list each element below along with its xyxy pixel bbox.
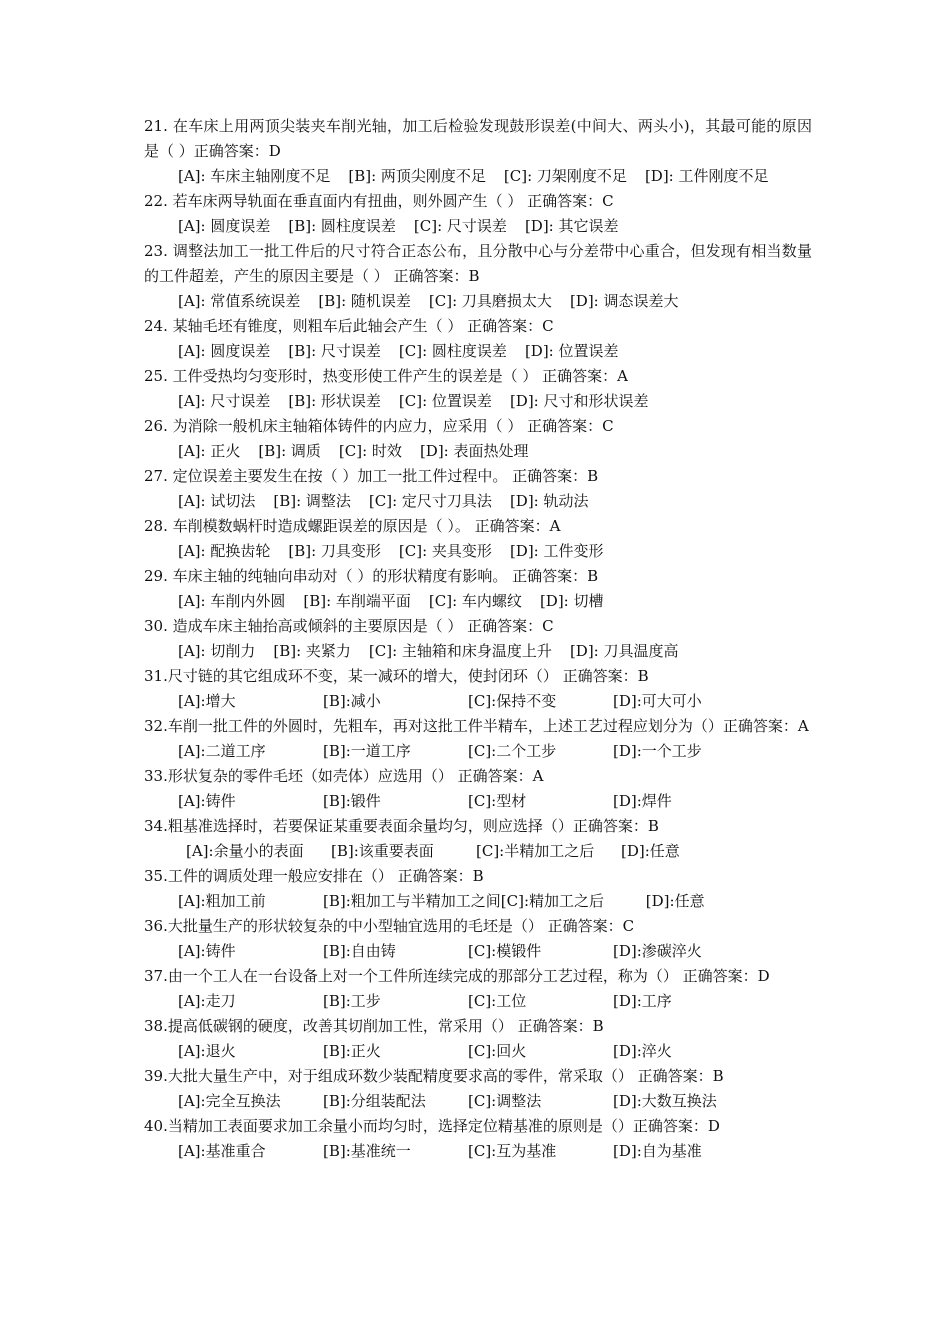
option-row (178, 214, 812, 239)
question-item (144, 114, 812, 189)
option-c: [C]: 车内螺纹 (428, 592, 522, 610)
option-c: [C]:模锻件 (468, 942, 542, 960)
option-d: [D]:可大可小 (613, 692, 702, 710)
option-row (178, 889, 812, 914)
question-number: 24. (144, 317, 173, 335)
option-a: [A]:基准重合 (178, 1142, 266, 1160)
option-b: [B]:该重要表面 (331, 842, 434, 860)
option-a: [A]: 尺寸误差 (178, 392, 271, 410)
option-b: [B]:减小 (323, 692, 381, 710)
option-row (178, 1139, 812, 1164)
option-b: [B]: 夹紧力 (273, 642, 351, 660)
question-item (144, 914, 812, 964)
option-b: [B]:锻件 (323, 792, 381, 810)
option-a: [A]:退火 (178, 1042, 236, 1060)
question-text (144, 1114, 812, 1139)
question-text (144, 239, 812, 289)
option-row (178, 939, 812, 964)
option-row (178, 789, 812, 814)
question-stem: 若车床两导轨面在垂直面内有扭曲，则外圆产生（ ） 正确答案：C (172, 192, 614, 210)
option-c: [C]: 尺寸误差 (413, 217, 507, 235)
question-number: 32. (144, 717, 168, 735)
option-row (178, 989, 812, 1014)
question-stem: 粗基准选择时，若要保证某重要表面余量均匀，则应选择（）正确答案：B (167, 817, 659, 835)
question-stem: 大批量生产的形状较复杂的中小型轴宜选用的毛坯是（） 正确答案：C (167, 917, 635, 935)
question-list (144, 114, 812, 1164)
option-a: [A]: 切削力 (178, 642, 256, 660)
question-number: 29. (144, 567, 173, 585)
option-c: [C]: 位置误差 (398, 392, 492, 410)
option-a: [A]:增大 (178, 692, 236, 710)
question-number: 38. (144, 1017, 168, 1035)
question-text (144, 714, 812, 739)
question-text (144, 114, 812, 164)
question-item (144, 864, 812, 914)
option-d: [D]: 其它误差 (524, 217, 619, 235)
option-row (178, 739, 812, 764)
question-text (144, 314, 812, 339)
option-a: [A]:二道工序 (178, 742, 266, 760)
question-text (144, 864, 812, 889)
question-item (144, 364, 812, 414)
option-a: [A]: 圆度误差 (178, 342, 271, 360)
question-text (144, 614, 812, 639)
question-number: 35. (144, 867, 168, 885)
option-row (178, 1089, 812, 1114)
option-row (178, 439, 812, 464)
question-stem: 车削一批工件的外圆时，先粗车，再对这批工件半精车，上述工艺过程应划分为（）正确答案：A (167, 717, 809, 735)
option-d: [D]: 尺寸和形状误差 (509, 392, 649, 410)
question-stem: 由一个工人在一台设备上对一个工件所连续完成的那部分工艺过程，称为（） 正确答案：D (167, 967, 770, 985)
question-item (144, 314, 812, 364)
question-text (144, 514, 812, 539)
option-a: [A]:余量小的表面 (186, 842, 304, 860)
question-item (144, 964, 812, 1014)
option-c: [C]:精加工之后 (500, 892, 605, 910)
question-item (144, 764, 812, 814)
option-c: [C]: 时效 (338, 442, 402, 460)
question-item (144, 1114, 812, 1164)
option-a: [A]: 试切法 (178, 492, 256, 510)
option-d: [D]: 切槽 (539, 592, 604, 610)
option-a: [A]: 圆度误差 (178, 217, 271, 235)
option-b: [B]:粗加工与半精加工之间 (323, 892, 501, 910)
option-b: [B]: 车削端平面 (303, 592, 411, 610)
option-c: [C]: 圆柱度误差 (398, 342, 507, 360)
question-item (144, 614, 812, 664)
option-row (178, 489, 812, 514)
option-b: [B]: 圆柱度误差 (288, 217, 396, 235)
question-stem: 形状复杂的零件毛坯（如壳体）应选用（） 正确答案：A (167, 767, 544, 785)
question-number: 40. (144, 1117, 168, 1135)
option-d: [D]:自为基准 (613, 1142, 702, 1160)
question-text (144, 1064, 812, 1089)
question-text (144, 814, 812, 839)
option-c: [C]: 夹具变形 (398, 542, 492, 560)
option-b: [B]:一道工序 (323, 742, 411, 760)
option-d: [D]:大数互换法 (613, 1092, 717, 1110)
option-d: [D]: 调态误差大 (569, 292, 679, 310)
question-text (144, 189, 812, 214)
option-row (178, 689, 812, 714)
option-b: [B]: 调整法 (273, 492, 351, 510)
option-d: [D]:工序 (613, 992, 672, 1010)
option-row (178, 539, 812, 564)
question-number: 25. (144, 367, 173, 385)
question-text (144, 364, 812, 389)
question-text (144, 664, 812, 689)
question-number: 36. (144, 917, 168, 935)
option-b: [B]: 调质 (258, 442, 321, 460)
question-text (144, 764, 812, 789)
question-item (144, 464, 812, 514)
option-c: [C]:回火 (468, 1042, 527, 1060)
option-row (178, 339, 812, 364)
option-d: [D]: 工件刚度不足 (644, 167, 769, 185)
question-item (144, 189, 812, 239)
question-number: 27. (144, 467, 173, 485)
option-a: [A]: 配换齿轮 (178, 542, 271, 560)
option-c: [C]:互为基准 (468, 1142, 557, 1160)
option-row (186, 839, 812, 864)
option-a: [A]:走刀 (178, 992, 236, 1010)
option-c: [C]: 主轴箱和床身温度上升 (368, 642, 552, 660)
option-a: [A]:铸件 (178, 942, 236, 960)
question-stem: 定位误差主要发生在按（ ）加工一批工件过程中。 正确答案：B (172, 467, 599, 485)
question-item (144, 664, 812, 714)
question-stem: 提高低碳钢的硬度，改善其切削加工性，常采用（） 正确答案：B (167, 1017, 604, 1035)
question-item (144, 1064, 812, 1114)
question-stem: 工件的调质处理一般应安排在（） 正确答案：B (167, 867, 484, 885)
option-b: [B]:工步 (323, 992, 381, 1010)
question-stem: 当精加工表面要求加工余量小而均匀时，选择定位精基准的原则是（）正确答案：D (167, 1117, 720, 1135)
question-stem: 大批大量生产中，对于组成环数少装配精度要求高的零件，常采取（） 正确答案：B (167, 1067, 724, 1085)
option-b: [B]: 两顶尖刚度不足 (348, 167, 486, 185)
option-c: [C]:工位 (468, 992, 527, 1010)
option-c: [C]: 定尺寸刀具法 (368, 492, 492, 510)
question-number: 39. (144, 1067, 168, 1085)
question-text (144, 1014, 812, 1039)
question-number: 26. (144, 417, 173, 435)
option-a: [A]: 正火 (178, 442, 241, 460)
option-a: [A]:完全互换法 (178, 1092, 281, 1110)
question-stem: 某轴毛坯有锥度，则粗车后此轴会产生（ ） 正确答案：C (172, 317, 554, 335)
question-number: 23. (144, 242, 173, 260)
option-d: [D]:任意 (621, 842, 680, 860)
question-item (144, 239, 812, 314)
option-b: [B]: 刀具变形 (288, 542, 381, 560)
question-number: 31. (144, 667, 168, 685)
question-number: 34. (144, 817, 168, 835)
option-a: [A]:粗加工前 (178, 892, 266, 910)
question-stem: 造成车床主轴抬高或倾斜的主要原因是（ ） 正确答案：C (172, 617, 554, 635)
question-number: 33. (144, 767, 168, 785)
option-d: [D]: 表面热处理 (419, 442, 529, 460)
question-item (144, 1014, 812, 1064)
option-row (178, 639, 812, 664)
option-d: [D]: 轨动法 (509, 492, 589, 510)
question-stem: 在车床上用两顶尖装夹车削光轴，加工后检验发现鼓形误差(中间大、两头小)，其最可能的原因是（ ）正确答案：D (144, 117, 812, 160)
question-stem: 尺寸链的其它组成环不变，某一减环的增大，使封闭环（） 正确答案：B (167, 667, 649, 685)
question-text (144, 414, 812, 439)
option-c: [C]:型材 (468, 792, 527, 810)
question-item (144, 414, 812, 464)
option-d: [D]:渗碳淬火 (613, 942, 702, 960)
question-stem: 为消除一般机床主轴箱体铸件的内应力，应采用（ ） 正确答案：C (172, 417, 614, 435)
option-row (178, 289, 812, 314)
option-d: [D]:焊件 (613, 792, 672, 810)
option-a: [A]: 车床主轴刚度不足 (178, 167, 331, 185)
option-a: [A]: 常值系统误差 (178, 292, 301, 310)
option-d: [D]:任意 (645, 892, 705, 910)
question-number: 21. (144, 117, 173, 135)
option-c: [C]:保持不变 (468, 692, 557, 710)
option-b: [B]:分组装配法 (323, 1092, 426, 1110)
question-number: 22. (144, 192, 173, 210)
question-text (144, 964, 812, 989)
option-row (178, 589, 812, 614)
option-b: [B]:基准统一 (323, 1142, 411, 1160)
question-stem: 工件受热均匀变形时，热变形使工件产生的误差是（ ） 正确答案：A (172, 367, 628, 385)
question-number: 37. (144, 967, 168, 985)
question-stem: 调整法加工一批工件后的尺寸符合正态公布，且分散中心与分差带中心重合，但发现有相当数量的工件超差，产生的原因主要是（ ） 正确答案：B (144, 242, 813, 285)
option-c: [C]: 刀具磨损太大 (428, 292, 552, 310)
option-a: [A]: 车削内外圆 (178, 592, 286, 610)
option-b: [B]:正火 (323, 1042, 381, 1060)
question-item (144, 514, 812, 564)
option-d: [D]: 位置误差 (524, 342, 619, 360)
question-text (144, 914, 812, 939)
question-item (144, 714, 812, 764)
option-a: [A]:铸件 (178, 792, 236, 810)
question-item (144, 814, 812, 864)
option-row (178, 389, 812, 414)
option-c: [C]:半精加工之后 (476, 842, 595, 860)
option-row (178, 1039, 812, 1064)
question-number: 30. (144, 617, 173, 635)
option-c: [C]:二个工步 (468, 742, 557, 760)
question-number: 28. (144, 517, 173, 535)
question-stem: 车削模数蜗杆时造成螺距误差的原因是（ ）。 正确答案：A (172, 517, 561, 535)
question-text (144, 564, 812, 589)
option-b: [B]:自由铸 (323, 942, 396, 960)
option-d: [D]: 刀具温度高 (569, 642, 679, 660)
option-b: [B]: 尺寸误差 (288, 342, 381, 360)
option-row (178, 164, 812, 189)
option-c: [C]: 刀架刚度不足 (503, 167, 627, 185)
question-item (144, 564, 812, 614)
option-b: [B]: 随机误差 (318, 292, 411, 310)
question-text (144, 464, 812, 489)
option-c: [C]:调整法 (468, 1092, 542, 1110)
option-d: [D]:淬火 (613, 1042, 672, 1060)
option-b: [B]: 形状误差 (288, 392, 381, 410)
option-d: [D]: 工件变形 (509, 542, 604, 560)
question-stem: 车床主轴的纯轴向串动对（ ）的形状精度有影响。 正确答案：B (172, 567, 599, 585)
option-d: [D]:一个工步 (613, 742, 702, 760)
